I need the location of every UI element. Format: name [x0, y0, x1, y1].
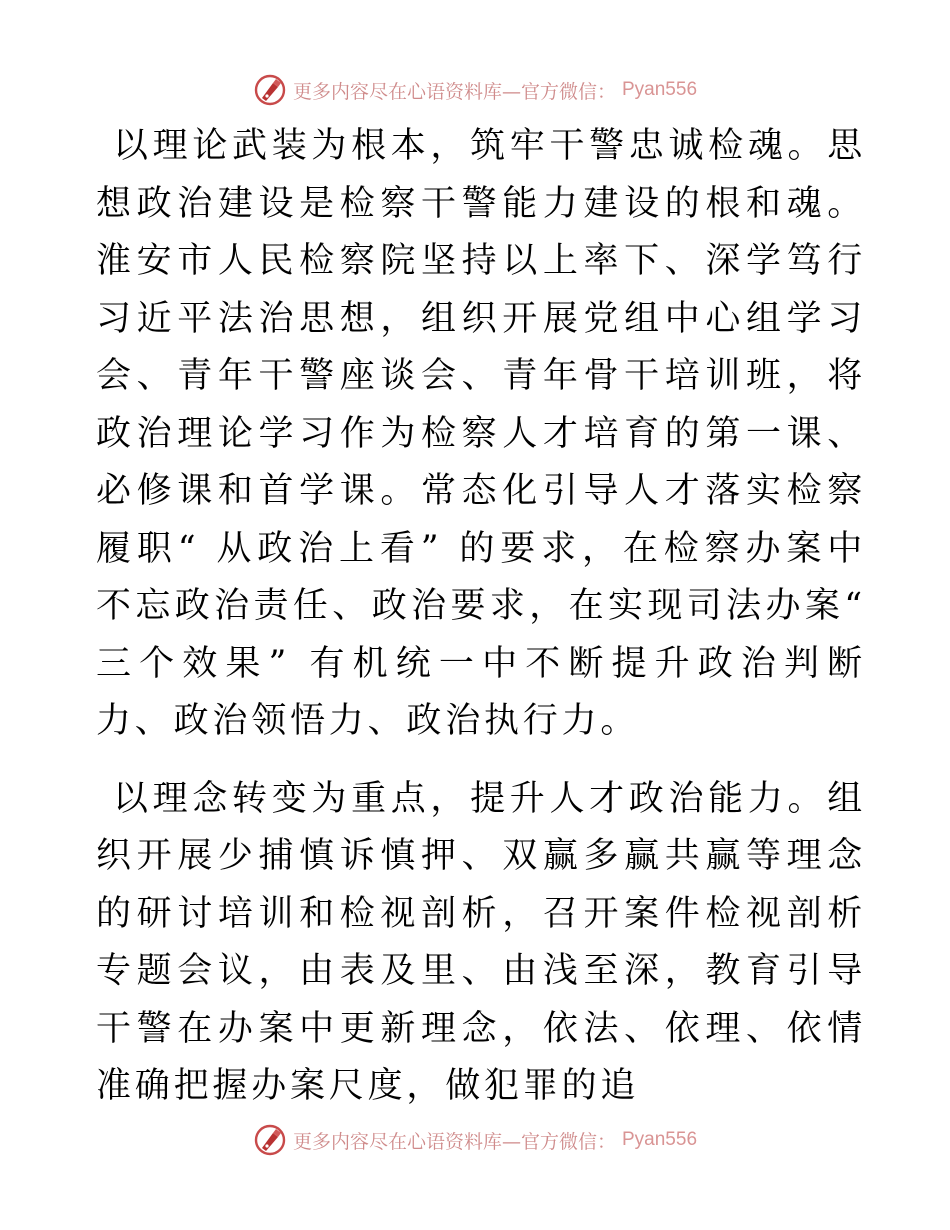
watermark-wechat-id: Pyan556 — [622, 79, 698, 100]
paragraph-2: 以理念转变为重点，提升人才政治能力。组织开展少捕慎诉慎押、双赢多赢共赢等理念的研讨培训和检视剖析，召开案件检视剖析专题会议，由表及里、由浅至深，教育引导干警在办案中更新理念，依法、依理、依情准确把握办案尺度，做犯罪的追 — [96, 778, 866, 1106]
watermark-text: 更多内容尽在心语资料库—官方微信： — [292, 80, 616, 103]
pen-nib-icon — [253, 1123, 287, 1157]
watermark-wechat-id: Pyan556 — [622, 1129, 698, 1150]
pen-nib-icon — [253, 73, 287, 107]
footer-watermark — [0, 1122, 950, 1158]
watermark-text: 更多内容尽在心语资料库—官方微信： — [292, 1130, 616, 1153]
document-body — [96, 118, 866, 1116]
header-watermark — [0, 72, 950, 108]
paragraph-1: 以理论武装为根本，筑牢干警忠诚检魂。思想政治建设是检察干警能力建设的根和魂。淮安市人民检察院坚持以上率下、深学笃行习近平法治思想，组织开展党组中心组学习会、青年干警座谈会、青年骨干培训班，将政治理论学习作为检察人才培育的第一课、必修课和首学课。常态化引导人才落实检察履职“ 从政治上看” 的要求，在检察办案中不忘政治责任、政治要求，在实现司法办案“ 三个效果” 有机统一中不断提升政治判断力、政治领悟力、政治执行力。 — [96, 126, 866, 741]
